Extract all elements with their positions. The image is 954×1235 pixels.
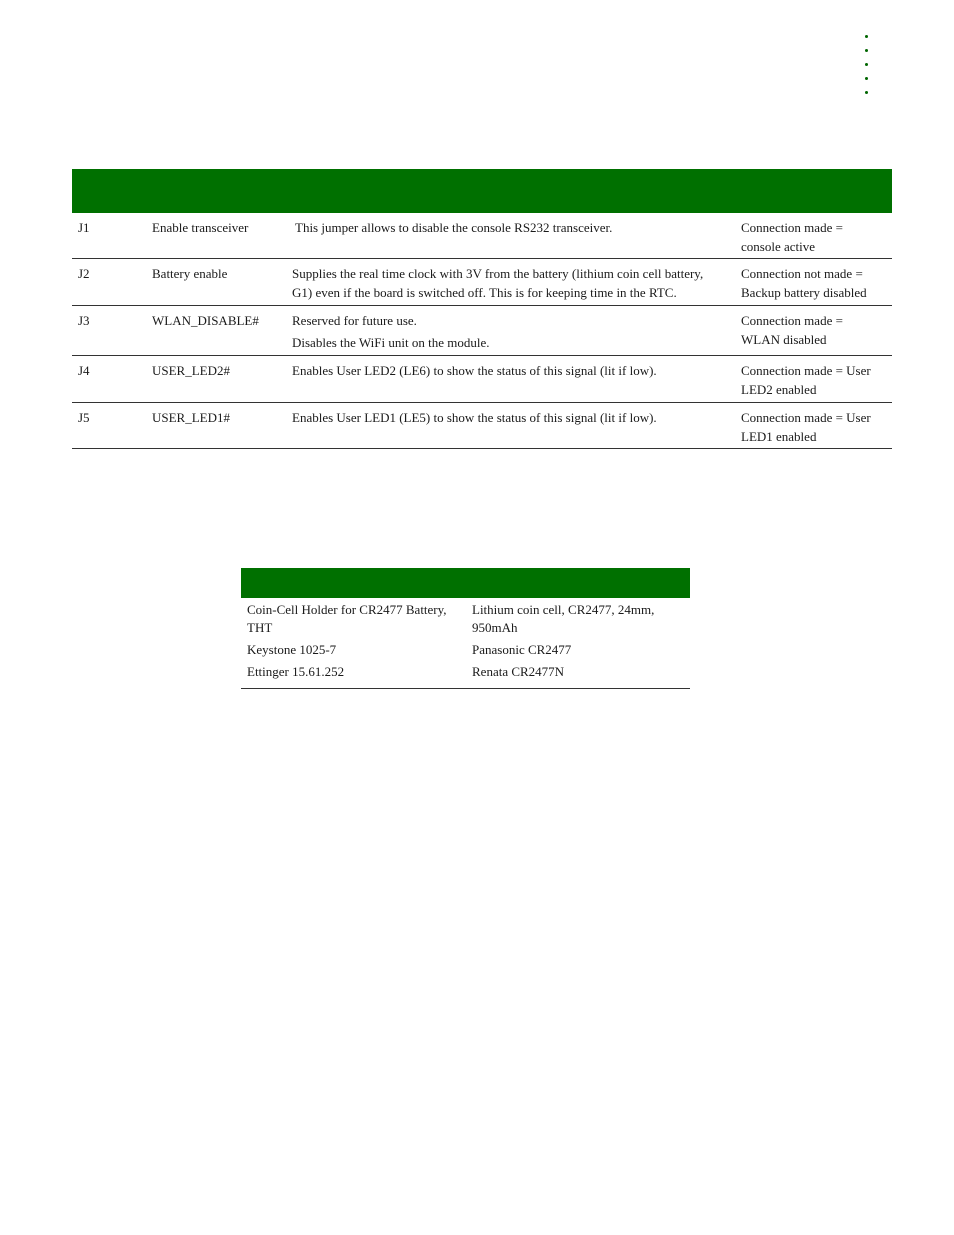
description-line: Disables the WiFi unit on the module.: [292, 335, 490, 350]
jumper-name: WLAN_DISABLE#: [152, 313, 259, 328]
jumper-result: [741, 408, 891, 446]
dot-icon: [865, 63, 868, 66]
dot-icon: [865, 49, 868, 52]
description-line: Enables User LED2 (LE6) to show the status of this signal (lit if low).: [292, 363, 657, 378]
result-line: Connection made = User: [741, 410, 871, 425]
table-row: [72, 356, 892, 403]
battery-table-header: [241, 568, 690, 598]
jumper-name: USER_LED1#: [152, 410, 230, 425]
table-row: [72, 306, 892, 356]
cell-cell: [472, 601, 687, 637]
result-line: Connection made =: [741, 220, 843, 235]
table-row: [72, 259, 892, 306]
jumper-id: J3: [78, 313, 90, 328]
cell-line: 950mAh: [472, 620, 518, 635]
jumper-name: Enable transceiver: [152, 220, 249, 235]
table-row: [72, 213, 892, 259]
jumper-result: [741, 218, 891, 256]
result-line: Connection made =: [741, 313, 843, 328]
description-line: This jumper allows to disable the console RS232 transceiver.: [295, 220, 613, 235]
dot-icon: [865, 35, 868, 38]
result-line: console active: [741, 239, 815, 254]
jumper-id: J2: [78, 266, 90, 281]
cell-line: Lithium coin cell, CR2477, 24mm,: [472, 602, 655, 617]
holder-line: THT: [247, 620, 273, 635]
result-line: LED2 enabled: [741, 382, 817, 397]
holder-line: Coin-Cell Holder for CR2477 Battery,: [247, 602, 447, 617]
description-line: Enables User LED1 (LE5) to show the status of this signal (lit if low).: [292, 410, 657, 425]
description-line: Reserved for future use.: [292, 313, 417, 328]
jumper-description: [292, 408, 732, 427]
jumper-id: J1: [78, 220, 90, 235]
dot-icon: [865, 91, 868, 94]
description-line: Supplies the real time clock with 3V from the battery (lithium coin cell battery,: [292, 266, 704, 281]
jumper-name: USER_LED2#: [152, 363, 230, 378]
jumper-id: J5: [78, 410, 90, 425]
table-row: [72, 403, 892, 449]
jumper-description: [295, 218, 735, 237]
jumper-result: [741, 311, 891, 349]
cell-cell: Renata CR2477N: [472, 664, 565, 679]
result-line: WLAN disabled: [741, 332, 827, 347]
jumper-table: [72, 169, 892, 449]
cell-cell: Panasonic CR2477: [472, 642, 572, 657]
page-corner-dots: [862, 35, 870, 105]
jumper-result: [741, 264, 891, 302]
dot-icon: [865, 77, 868, 80]
result-line: LED1 enabled: [741, 429, 817, 444]
jumper-table-header: [72, 169, 892, 213]
result-line: Connection not made =: [741, 266, 863, 281]
result-line: Backup battery disabled: [741, 285, 867, 300]
holder-cell: Ettinger 15.61.252: [247, 664, 345, 679]
description-line: G1) even if the board is switched off. This is for keeping time in the RTC.: [292, 285, 677, 300]
jumper-description: [292, 311, 732, 352]
result-line: Connection made = User: [741, 363, 871, 378]
holder-cell: Keystone 1025-7: [247, 642, 337, 657]
holder-cell: [247, 601, 462, 637]
jumper-description: [292, 361, 732, 380]
jumper-name: Battery enable: [152, 266, 228, 281]
jumper-id: J4: [78, 363, 90, 378]
jumper-description: [292, 264, 732, 302]
battery-table-body: [241, 598, 690, 689]
battery-table: [241, 568, 690, 689]
jumper-result: [741, 361, 891, 399]
